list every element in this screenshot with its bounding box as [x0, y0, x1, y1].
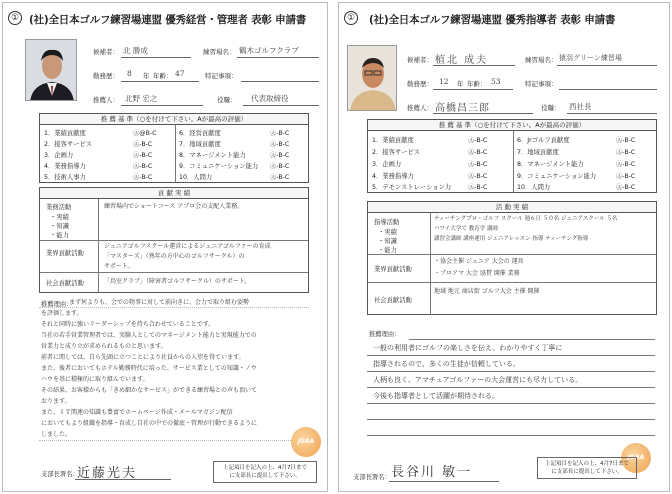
range-value: 猿羽グリーン練習場: [559, 54, 622, 62]
reason-line: その結果、お客様からも「きめ細かなサービス」ができる練習場との声も頂いて: [41, 387, 258, 394]
recommender-label: 推薦人：: [93, 96, 119, 104]
criterion-grade[interactable]: Ⓐ-B-C: [468, 137, 488, 144]
form-number: ①: [344, 11, 358, 25]
form-title: (社)全日本ゴルフ練習場連盟 優秀経営・管理者 表彰 申請書: [29, 14, 307, 26]
industry-activity-text: ジュニアゴルフスクール運営によるジュニアゴルファーの育成: [104, 243, 271, 250]
criteria-table: [367, 119, 657, 193]
sub-label: ・知識: [50, 223, 69, 230]
role-label: 役職：: [541, 104, 561, 112]
criterion-grade[interactable]: Ⓐ-B-C: [616, 173, 636, 180]
left-application-form: [2, 2, 328, 492]
criterion-grade[interactable]: Ⓐ-B-C: [270, 130, 290, 137]
instruction-activity-text: ティーチングプロ・ゴルフ スクール 週６日 ５０名 ジュニアスクール ５名: [434, 216, 618, 222]
recommender-value: 高橋昌三郎: [435, 103, 490, 114]
social-activity-text: 「鳥室クラブ」（障害者ゴルフサークル）のサポート。: [104, 278, 251, 285]
criterion-label: 10．人間力: [179, 174, 213, 181]
criterion-grade[interactable]: Ⓐ-B-C: [616, 161, 636, 168]
age-value: 53: [491, 77, 501, 86]
reason-line: ハウを基に積極的に取り組んでいます。: [41, 376, 149, 383]
reason-line: 前者に関しては、自ら先頭に立つことにより社員からの人望を得ています。: [41, 354, 245, 361]
criterion-grade[interactable]: Ⓐ-B-C: [616, 184, 636, 191]
criterion-grade[interactable]: Ⓐ-B-C: [468, 173, 488, 180]
years-value: 8: [127, 69, 132, 78]
criterion-label: 6．Jrゴルフ貢献度: [517, 137, 570, 144]
social-activity-label: 社会貢献活動: [374, 297, 412, 304]
business-activity-text: 練習場内でショートコース アプロ会の支配人業務。: [104, 203, 244, 210]
criterion-grade[interactable]: Ⓐ-B-C: [270, 152, 290, 159]
sub-label: ・実績: [50, 214, 69, 221]
criterion-label: 1．業績貢献度: [44, 130, 86, 137]
years-label: 勤務歴：: [93, 72, 119, 80]
form-title: (社)全日本ゴルフ練習場連盟 優秀指導者 表彰 申請書: [369, 14, 616, 26]
range-value: 鶴木ゴルフクラブ: [239, 46, 299, 55]
years-label: 勤務歴：: [407, 80, 433, 88]
submission-note: [537, 457, 637, 479]
branch-signature-label: 支部長署名：: [41, 471, 79, 478]
criteria-header: 推 薦 基 準（○を付けて下さい。Aが最高の評価）: [40, 114, 308, 125]
recommender-value: 北野 宏之: [125, 94, 158, 103]
reason-line: 人柄も良く、アマチュアゴルファーの大会運営にも尽力している。: [373, 376, 583, 384]
name-value: 北 勝成: [123, 46, 148, 55]
criterion-grade[interactable]: Ⓐ-B-C: [616, 149, 636, 156]
role-value: 西社長: [569, 102, 592, 111]
note-line: 上記項目を記入の上、4月7日まで: [223, 465, 307, 471]
criterion-label: 3．企画力: [372, 161, 402, 168]
industry-activity-label: 業界貢献活動: [46, 250, 84, 257]
age-value: 47: [175, 69, 185, 78]
industry-activity-text: ・プロアマ 大会 協賛 開催 業務: [434, 270, 520, 277]
jgra-logo: JGRA: [621, 443, 651, 473]
note-line: 上記項目を記入の上、4月7日まで: [545, 461, 629, 467]
criteria-header: 推 薦 基 準（○を付けて下さい。Aが最高の評価）: [368, 120, 656, 131]
industry-activity-text: 「マスターズ」（熟年の方中心のゴルフサークル）の: [104, 253, 245, 260]
business-activity-label: 業務活動: [46, 204, 72, 211]
submission-note: [213, 461, 317, 483]
name-label: 候補者：: [407, 56, 433, 64]
reason-line: また、ＩＴ関連の知識も豊富でホームページ作成・メールマガジン配信: [41, 409, 233, 416]
criterion-label: 1．業績貢献度: [372, 137, 414, 144]
criterion-label: 10．人間力: [517, 184, 551, 191]
criterion-grade[interactable]: Ⓐ-B-C: [133, 174, 153, 181]
criterion-label: 8．マネージメント能力: [517, 161, 584, 168]
reason-line: を評価します。: [41, 310, 83, 317]
criterion-grade[interactable]: Ⓐ-B-C: [468, 161, 488, 168]
criterion-grade[interactable]: Ⓐ-B-C: [468, 149, 488, 156]
branch-signature: 長谷川 敏一: [391, 465, 473, 480]
note-line: に支部長に提出して下さい。: [551, 469, 623, 475]
industry-activity-text: サポート。: [104, 263, 134, 270]
instruction-activity-text: 講習会講師 講座運用 ジュニアレッスン 指導 ティーチング指導: [434, 236, 589, 242]
reason-line: 一般の利用者にゴルフの楽しさを伝え、わかりやすく丁寧に: [373, 344, 563, 352]
role-label: 役職：: [217, 96, 237, 104]
social-activity-text: 地域 地元 商店街 ゴルフ大会 主催 開催: [434, 288, 540, 295]
years-unit: 年: [143, 72, 150, 80]
reason-line: まず何よりも、会での物事に対して前向きに、会力で取り組む姿勢: [69, 299, 250, 306]
right-application-form: [338, 2, 670, 492]
age-label: 年齢：: [467, 80, 487, 88]
skills-label: 特記事項：: [205, 72, 238, 80]
criterion-grade[interactable]: Ⓐ-B-C: [616, 137, 636, 144]
branch-signature-label: 支部長署名：: [353, 474, 391, 481]
criterion-label: 8．マネージメント能力: [179, 152, 246, 159]
social-activity-label: 社会貢献活動: [46, 280, 84, 287]
note-line: に支部長に提出して下さい。: [229, 473, 301, 479]
reason-line: 当社の若手営業管理者では、実験人としてのマネージメント能力と実現能力での: [41, 332, 257, 339]
reason-line: それと同時に強いリーダーシップを持ち合わせていることです。: [41, 321, 215, 328]
reason-label: 推薦理由：: [41, 301, 73, 308]
reason-line: においてもより組織を指導・育成し自社の中での徹底・管理が行動できるように: [41, 420, 258, 427]
instruction-activity-label: 指導活動: [374, 219, 400, 226]
role-value: 代表取締役: [251, 94, 289, 103]
years-value: 12: [439, 77, 449, 86]
industry-activity-label: 業界貢献活動: [374, 266, 412, 273]
criterion-grade[interactable]: Ⓐ-B-C: [270, 174, 290, 181]
reason-line: おります。: [41, 398, 71, 405]
range-label: 練習場名：: [525, 56, 558, 64]
criterion-label: 7．地域貢献度: [179, 141, 221, 148]
name-label: 候補者：: [93, 48, 119, 56]
reason-line: しました。: [41, 431, 72, 438]
name-value: 植北 成夫: [435, 55, 489, 66]
branch-signature: 近藤光夫: [77, 466, 138, 481]
sub-label: ・能力: [50, 232, 69, 239]
criterion-grade[interactable]: Ⓐ@B-C: [133, 130, 157, 137]
jgra-logo: JGRA: [291, 427, 321, 457]
activity-header: 活 動 実 績: [368, 202, 656, 213]
criterion-grade[interactable]: Ⓐ-B-C: [270, 163, 290, 170]
form-number: ①: [8, 11, 22, 25]
years-unit: 年: [457, 80, 464, 88]
age-label: 年齢：: [153, 72, 173, 80]
criterion-label: 5．技術人事力: [44, 174, 86, 181]
criterion-grade[interactable]: Ⓐ-B-C: [468, 184, 488, 191]
criterion-label: 2．接客サービス: [44, 141, 93, 148]
criteria-table: [39, 113, 309, 183]
sub-label: ・能力: [378, 247, 397, 254]
criterion-label: 9．コミュニケーション能力: [179, 163, 259, 170]
instruction-activity-text: ハワイ大学で 教育学 講師: [434, 226, 498, 232]
criterion-label: 4．業務指導力: [372, 173, 414, 180]
range-label: 練習場名：: [203, 48, 236, 56]
sub-label: ・実績: [378, 229, 397, 236]
criterion-label: 6．経営貢献度: [179, 130, 221, 137]
reason-line: 今後も指導者として活躍が期待される。: [373, 392, 499, 400]
reason-line: 指導されるので、多くの生徒が信頼している。: [373, 360, 520, 368]
recommender-label: 推薦人：: [407, 104, 433, 112]
candidate-photo: [25, 39, 77, 101]
criterion-label: 9．コミュニケーション能力: [517, 173, 597, 180]
criterion-label: 4．業務指導力: [44, 163, 86, 170]
reason-line: また、後者においてもホテル勤務時代に培った、サービス業としての知識・ノウ: [41, 365, 257, 372]
criterion-grade[interactable]: Ⓐ-B-C: [133, 152, 153, 159]
activity-table: [367, 201, 657, 315]
candidate-photo: [347, 45, 397, 111]
criterion-grade[interactable]: Ⓐ-B-C: [133, 141, 153, 148]
criterion-grade[interactable]: Ⓐ-B-C: [133, 163, 153, 170]
activity-header: 貢 献 実 績: [40, 188, 308, 199]
activity-table: [39, 187, 309, 293]
reason-line: 営業力と成り立が求められるものと思います。: [41, 343, 167, 350]
skills-label: 特記事項：: [525, 80, 558, 88]
sub-label: ・知識: [378, 238, 397, 245]
criterion-label: 7．地域貢献度: [517, 149, 559, 156]
industry-activity-text: ・協会主催 ジュニア 大会の 運営: [434, 258, 524, 265]
reason-label: 推薦理由：: [369, 331, 401, 338]
criterion-label: 2．接客サービス: [372, 149, 421, 156]
criterion-label: 5．デモンストレーション力: [372, 184, 452, 191]
criterion-label: 3．企画力: [44, 152, 74, 159]
criterion-grade[interactable]: Ⓐ-B-C: [270, 141, 290, 148]
